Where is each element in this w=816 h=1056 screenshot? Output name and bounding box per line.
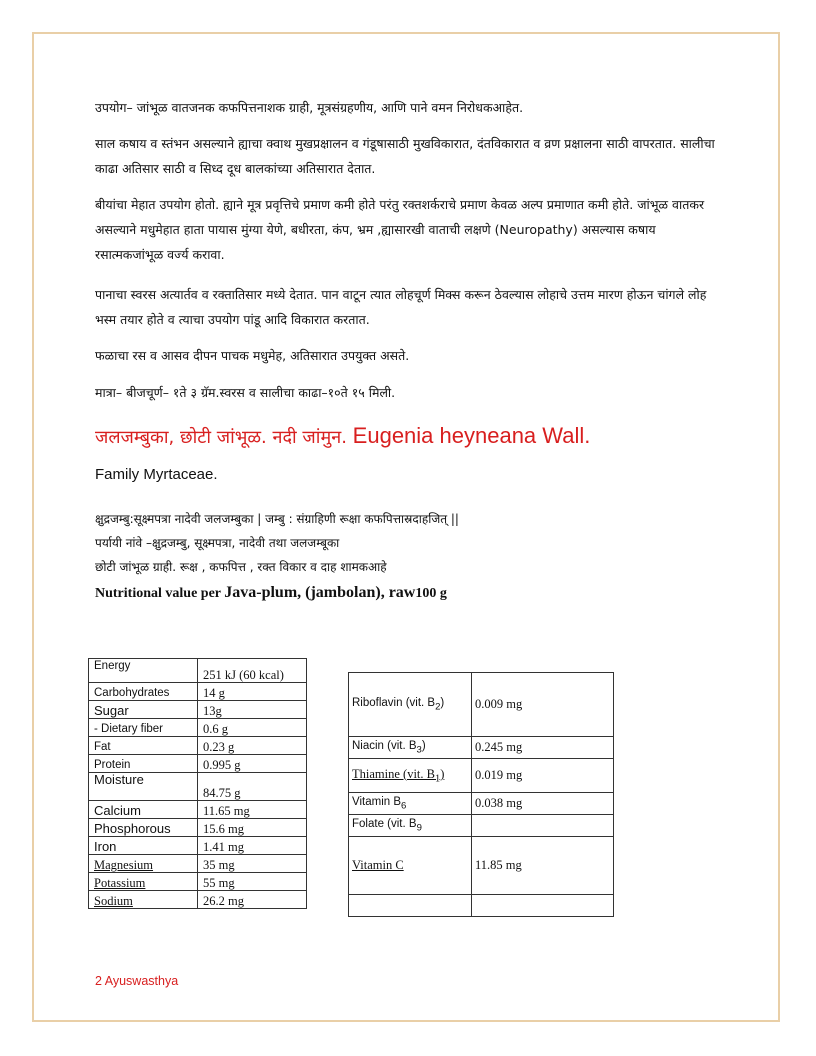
- table-label: Potassium: [89, 873, 198, 891]
- table-row: [349, 837, 614, 895]
- table-row: [89, 891, 307, 909]
- table-label: [349, 793, 472, 815]
- table-row: [89, 737, 307, 755]
- table-row: [89, 801, 307, 819]
- table-value: 0.009 mg: [472, 673, 614, 737]
- table-value: 0.245 mg: [472, 737, 614, 759]
- label-sub: 2: [435, 701, 441, 713]
- table-row: [89, 719, 307, 737]
- table-label: - Dietary fiber: [89, 719, 198, 737]
- family-name: Family Myrtaceae.: [95, 466, 218, 483]
- table-label: Magnesium: [89, 855, 198, 873]
- table-value: 35 mg: [198, 855, 307, 873]
- label-text: Niacin (vit. B: [352, 739, 417, 752]
- paragraph-leaves: पानाचा स्वरस अत्यार्तव व रक्तातिसार मध्ये देतात. पान वाटून त्यात लोहचूर्ण मिक्स करून ठेवल्यास लोहाचे उत्तम मारण होऊन चांगले लोह भस्म तयार होते व त्याचा उपयोग पांडू आदि विकारात करतात.: [95, 287, 707, 327]
- table-row: [349, 759, 614, 793]
- table-row: [89, 819, 307, 837]
- table-value: [472, 895, 614, 917]
- table-row: [89, 837, 307, 855]
- table-row: [349, 815, 614, 837]
- paragraph-seeds: बीयांचा मेहात उपयोग होतो. ह्याने मूत्र प्रवृत्तिचे प्रमाण कमी होते परंतु रक्तशर्कराचे प्रमाण केवळ अल्प प्रमाणात कमी होते. जांभूळ वातकर असल्याने मधुमेहात हाता पायास मुंग्या येणे, बधीरता, कंप, भ्रम ,ह्यासारखी वाताची लक्षणे (Neuropathy) असल्यास कषाय रसात्मकजांभूळ वर्ज्य करावा.: [95, 197, 705, 262]
- table-row: [349, 737, 614, 759]
- table-value: 14 g: [198, 683, 307, 701]
- table-value: 0.6 g: [198, 719, 307, 737]
- table-row: [89, 873, 307, 891]
- nutrition-table-right: [348, 672, 614, 917]
- label-sub: 3: [416, 744, 422, 756]
- sloka-line-1: क्षुद्रजम्बु:सूक्ष्मपत्रा नादेवी जलजम्बुका | जम्बु : संग्राहिणी रूक्षा कफपित्तास्रदाहजित् ||: [95, 512, 459, 526]
- label-text: Folate (vit. B: [352, 817, 417, 830]
- paragraph-dosage: मात्रा– बीजचूर्ण– १ते ३ ग्रॅम.स्वरस व सालीचा काढा–१०ते १५ मिली.: [95, 385, 396, 400]
- table-label: Phosphorous: [89, 819, 198, 837]
- paragraph-bark: साल कषाय व स्तंभन असल्याने ह्याचा क्वाथ मुखप्रक्षालन व गंडूषासाठी मुखविकारात, दंतविकारात व व्रण प्रक्षालना साठी वापरतात. सालीचा काढा अतिसार साठी व सिध्द दूध बालकांच्या अतिसारात देतात.: [95, 136, 715, 176]
- label-text: Vitamin B: [352, 795, 402, 808]
- table-label: [349, 759, 472, 793]
- table-label: Sodium: [89, 891, 198, 909]
- table-row: [89, 773, 307, 801]
- table-row: [89, 683, 307, 701]
- label-text: Thiamine (vit. B: [352, 766, 435, 781]
- table-row: [349, 793, 614, 815]
- table-value: 15.6 mg: [198, 819, 307, 837]
- table-label: [349, 737, 472, 759]
- table-value: 0.038 mg: [472, 793, 614, 815]
- heading-marathi: जलजम्बुका, छोटी जांभूळ. नदी जांमुन.: [95, 427, 347, 448]
- table-row: [89, 755, 307, 773]
- table-value: 0.019 mg: [472, 759, 614, 793]
- table-value: 55 mg: [198, 873, 307, 891]
- table-value: 13g: [198, 701, 307, 719]
- nutrition-title-part1: Nutritional value per: [95, 586, 225, 601]
- heading-latin: Eugenia heyneana Wall: [352, 423, 585, 448]
- table-label: [349, 673, 472, 737]
- table-label: Protein: [89, 755, 198, 773]
- label-sub: 1: [434, 773, 441, 785]
- table-value: 251 kJ (60 kcal): [198, 659, 307, 683]
- table-label: Iron: [89, 837, 198, 855]
- label-close: ): [440, 766, 445, 781]
- table-label: [349, 895, 472, 917]
- table-label: Moisture: [89, 773, 198, 801]
- table-value: 11.85 mg: [472, 837, 614, 895]
- table-value: 1.41 mg: [198, 837, 307, 855]
- table-label: [349, 815, 472, 837]
- table-row: [349, 673, 614, 737]
- nutrition-title-part2: Java-plum, (jambolan), raw: [224, 584, 416, 601]
- nutrition-table-left: [88, 658, 307, 909]
- table-value: 0.995 g: [198, 755, 307, 773]
- heading-suffix: .: [584, 423, 591, 448]
- table-label: Sugar: [89, 701, 198, 719]
- table-value: [472, 815, 614, 837]
- label-text: Riboflavin (vit. B: [352, 696, 436, 709]
- table-row: [89, 659, 307, 683]
- label-sub: 9: [416, 822, 422, 834]
- table-row: [89, 855, 307, 873]
- sloka-line-2: पर्यायी नांवे –क्षुद्रजम्बु, सूक्ष्मपत्रा, नादेवी तथा जलजम्बूका: [95, 536, 340, 550]
- table-value: 11.65 mg: [198, 801, 307, 819]
- paragraph-fruit: फळाचा रस व आसव दीपन पाचक मधुमेह, अतिसारात उपयुक्त असते.: [95, 348, 410, 363]
- table-row: [89, 701, 307, 719]
- label-sub: 6: [401, 800, 407, 812]
- table-value: 26.2 mg: [198, 891, 307, 909]
- table-label: Energy: [89, 659, 198, 683]
- table-label: [349, 837, 472, 895]
- nutrition-title-part3: 100 g: [415, 586, 447, 601]
- table-value: 0.23 g: [198, 737, 307, 755]
- label-text: Vitamin C: [352, 858, 404, 872]
- species-heading: [95, 423, 590, 449]
- table-label: Calcium: [89, 801, 198, 819]
- table-label: Fat: [89, 737, 198, 755]
- label-close: ): [440, 696, 445, 709]
- label-close: ): [421, 739, 426, 752]
- table-label: Carbohydrates: [89, 683, 198, 701]
- table-row: [349, 895, 614, 917]
- table-value: 84.75 g: [198, 773, 307, 801]
- paragraph-uses: उपयोग– जांभूळ वातजनक कफपित्तनाशक ग्राही, मूत्रसंग्रहणीय, आणि पाने वमन निरोधकआहेत.: [95, 100, 524, 115]
- page-footer: 2 Ayuswasthya: [95, 974, 179, 988]
- nutrition-title: [95, 584, 447, 602]
- sloka-line-3: छोटी जांभूळ ग्राही. रूक्ष , कफपित्त , रक्त विकार व दाह शामकआहे: [95, 560, 387, 574]
